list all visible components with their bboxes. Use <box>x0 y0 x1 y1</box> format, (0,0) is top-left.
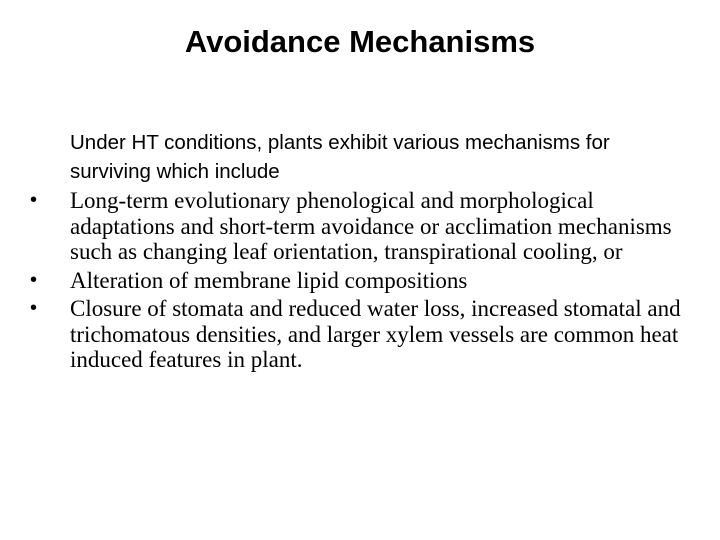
bullet-dot-icon: • <box>30 297 38 319</box>
bullet-dot-icon: • <box>30 189 38 211</box>
bullet-item-2 <box>30 268 690 294</box>
bullet-list <box>30 188 690 373</box>
intro-paragraph: Under HT conditions, plants exhibit various mechanisms for surviving which include <box>70 131 610 183</box>
bullet-item-3 <box>30 296 690 373</box>
slide-title: Avoidance Mechanisms <box>184 24 536 59</box>
bullet-dot-icon: • <box>30 268 38 291</box>
bullet-text-1: Long-term evolutionary phenological and morphological adaptations and short-term avoidance or acclimation mechanisms such as changing leaf orientation, transpirational cooling, or <box>70 188 672 264</box>
bullet-text-3: Closure of stomata and reduced water loss, increased stomatal and trichomatous densities, and larger xylem vessels are common heat induced features in plant. <box>70 296 681 372</box>
bullet-item-1 <box>30 188 690 265</box>
slide-body <box>30 128 690 373</box>
bullet-text-2: Alteration of membrane lipid compositions <box>70 267 468 293</box>
